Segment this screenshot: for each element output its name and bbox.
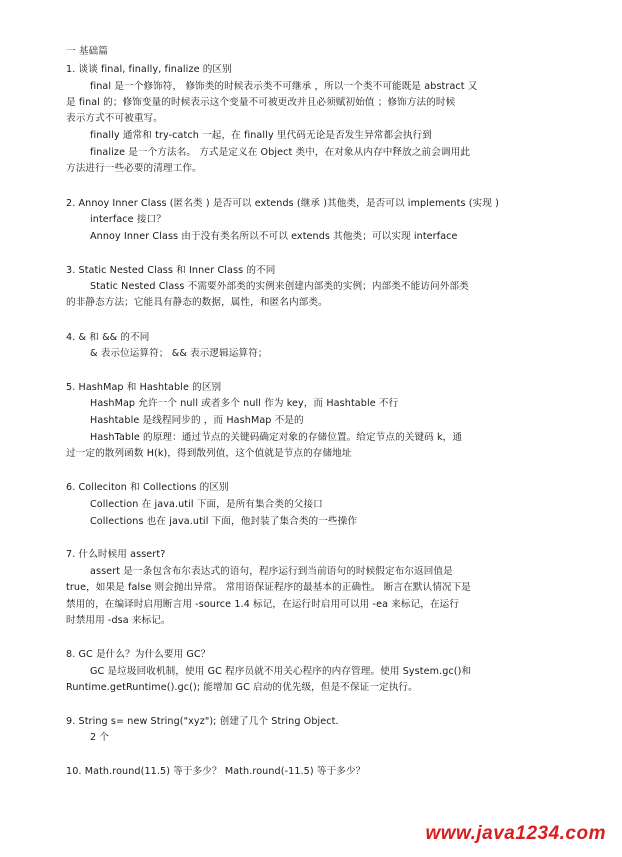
- q1-title: 1. 谈谈 final, finally, finalize 的区别: [66, 64, 232, 75]
- q1-text: finalize 是一个方法名。 方式是定义在 Object 类中，在对象从内存中释放之前会调用此: [90, 147, 471, 158]
- q7-text: 禁用的，在编译时启用断言用 -source 1.4 标记，在运行时启用可以用 -ea 来标记，在运行: [66, 599, 460, 610]
- q2-title: 2. Annoy Inner Class (匿名类 ) 是否可以 extends (继承 )其他类，是否可以 implements (实现 ): [66, 198, 499, 209]
- q3-text: 的非静态方法；它能具有静态的数据，属性，和匿名内部类。: [66, 297, 328, 308]
- q1-text: 方法进行一些必要的清理工作。: [66, 163, 202, 174]
- q1-text: 表示方式不可被重写。: [66, 113, 163, 124]
- q1-text: 是 final 的；修饰变量的时候表示这个变量不可被更改并且必须赋初始值 ；修饰方法的时候: [66, 97, 456, 108]
- q2-title-cont: interface 接口？: [90, 214, 166, 225]
- watermark-text: www.java1234.com: [425, 823, 606, 844]
- q4-title: 4. & 和 && 的不同: [66, 332, 150, 343]
- q6-title: 6. Colleciton 和 Collections 的区别: [66, 482, 229, 493]
- q2-text: Annoy Inner Class 由于没有类名所以不可以 extends 其他类；可以实现 interface: [90, 231, 458, 242]
- q3-title: 3. Static Nested Class 和 Inner Class 的不同: [66, 265, 276, 276]
- q7-text: true，如果是 false 则会抛出异常。 常用语保证程序的最基本的正确性。 断言在默认情况下是: [66, 582, 471, 593]
- q3-text: Static Nested Class 不需要外部类的实例来创建内部类的实例；内部类不能访问外部类: [90, 281, 469, 292]
- q8-title: 8. GC 是什么？为什么要用 GC？: [66, 649, 211, 660]
- q1-text: final 是一个修饰符， 修饰类的时候表示类不可继承 ，所以一个类不可能既是 abstract 又: [90, 81, 478, 92]
- q7-text: 时禁用用 -dsa 来标记。: [66, 615, 171, 626]
- q8-text: Runtime.getRuntime().gc(); 能增加 GC 启动的优先级，但是不保证一定执行。: [66, 682, 418, 693]
- q5-text: 过一定的散列函数 H(k)，得到散列值，这个值就是节点的存储地址: [66, 448, 352, 459]
- q6-text: Collection 在 java.util 下面，是所有集合类的父接口: [90, 499, 323, 510]
- q5-title: 5. HashMap 和 Hashtable 的区别: [66, 382, 222, 393]
- q7-text: assert 是一条包含布尔表达式的语句，程序运行到当前语句的时候假定布尔返回值是: [90, 566, 453, 577]
- q1-text: finally 通常和 try-catch 一起，在 finally 里代码无论是否发生异常都会执行到: [90, 130, 432, 141]
- q5-text: HashMap 允许一个 null 或者多个 null 作为 key，而 Hashtable 不行: [90, 398, 399, 409]
- q9-title: 9. String s= new String("xyz"); 创建了几个 String Object.: [66, 716, 339, 727]
- q5-text: Hashtable 是线程同步的 ，而 HashMap 不是的: [90, 415, 304, 426]
- q7-title: 7. 什么时候用 assert?: [66, 549, 166, 560]
- section-heading: 一 基础篇: [66, 46, 108, 57]
- q5-text: HashTable 的原理：通过节点的关键码确定对象的存储位置。给定节点的关键码 k，通: [90, 432, 463, 443]
- q4-text: & 表示位运算符； && 表示逻辑运算符；: [90, 348, 268, 359]
- q8-text: GC 是垃圾回收机制，使用 GC 程序员就不用关心程序的内存管理。使用 System.gc()和: [90, 666, 472, 677]
- q9-text: 2 个: [90, 732, 110, 743]
- q10-title: 10. Math.round(11.5) 等于多少？ Math.round(-11.5) 等于多少？: [66, 766, 366, 777]
- q6-text: Collections 也在 java.util 下面，他封装了集合类的一些操作: [90, 516, 358, 527]
